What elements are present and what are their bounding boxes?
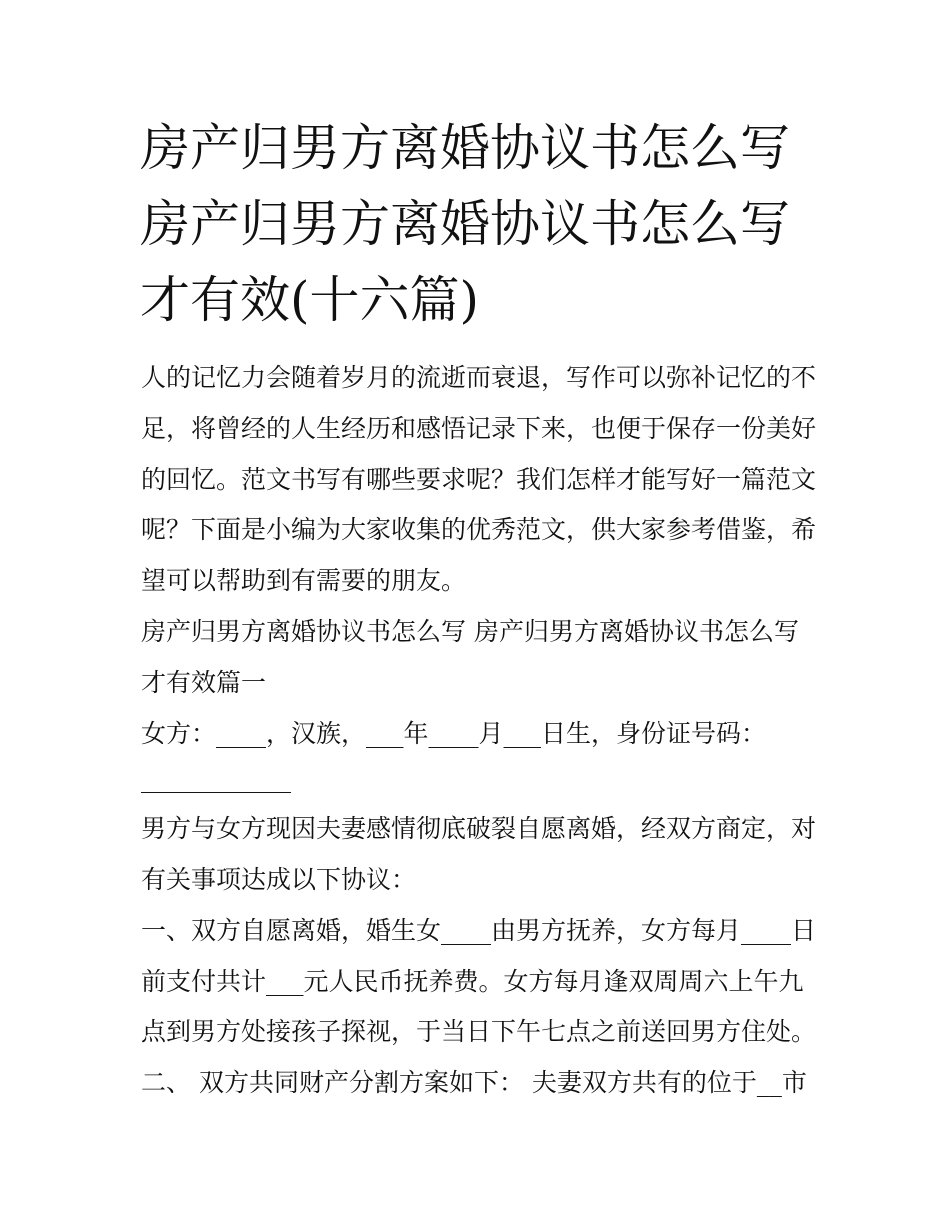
clause-two-line: 二、 双方共同财产分割方案如下： 夫妻双方共有的位于__市 [141,1068,807,1097]
clause-one-line-1: 一、双方自愿离婚，婚生女____由男方抚养，女方每月____日 [141,916,817,945]
document-title-line-2: 房产归男方离婚协议书怎么写 [140,195,790,253]
clause-one-line-3: 点到男方处接孩子探视，于当日下午七点之前送回男方住处。 [141,1017,817,1046]
intro-line-3: 的回忆。范文书写有哪些要求呢？我们怎样才能写好一篇范文 [141,465,817,494]
section-heading-line-1: 房产归男方离婚协议书怎么写 房产归男方离婚协议书怎么写 [141,617,799,646]
document-title-line-3: 才有效(十六篇) [140,271,480,329]
id-number-blank: ____________ [141,764,291,793]
intro-line-2: 足，将曾经的人生经历和感悟记录下来，也便于保存一份美好 [141,414,817,443]
intro-line-4: 呢？下面是小编为大家收集的优秀范文，供大家参考借鉴，希 [141,515,817,544]
section-heading-line-2: 才有效篇一 [141,668,267,697]
intro-line-1: 人的记忆力会随着岁月的流逝而衰退，写作可以弥补记忆的不 [141,363,817,392]
agreement-line-1: 男方与女方现因夫妻感情彻底破裂自愿离婚，经双方商定，对 [141,814,817,843]
intro-line-5: 望可以帮助到有需要的朋友。 [141,566,467,595]
party-info-line: 女方：____，汉族，___年____月___日生，身份证号码： [141,719,767,748]
agreement-line-2: 有关事项达成以下协议： [141,865,417,894]
document-title-line-1: 房产归男方离婚协议书怎么写 [140,119,790,177]
clause-one-line-2: 前支付共计___元人民币抚养费。女方每月逢双周周六上午九 [141,967,804,996]
